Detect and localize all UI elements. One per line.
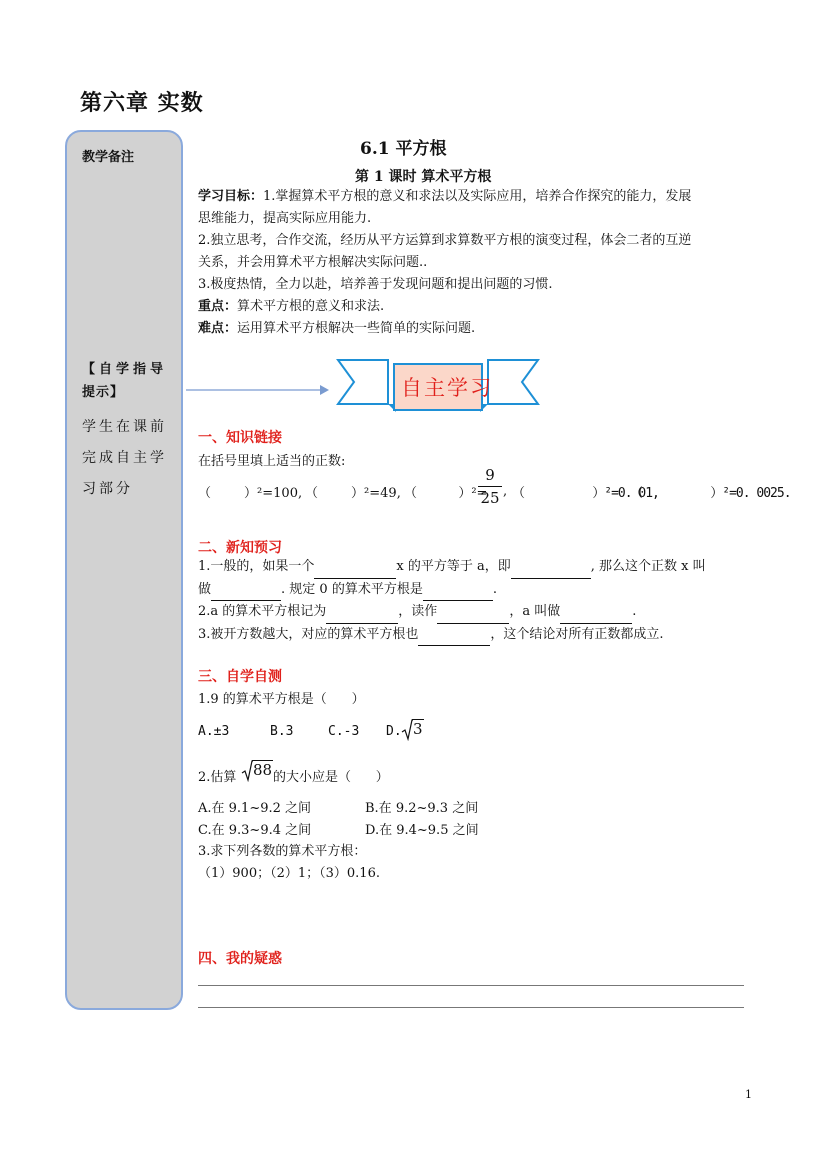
guide-body <box>82 412 176 505</box>
part2-text: 3.被开方数越大，对应的算术平方根也 <box>198 626 419 642</box>
sqrt-radicand: 3 <box>413 720 423 738</box>
fill-blank-4: （ ）²=0. 01, <box>512 486 659 501</box>
objectives-label: 学习目标： <box>198 189 264 204</box>
answer-blank[interactable] <box>511 556 591 579</box>
part2-text: . 规定 0 的算术平方根是 <box>281 581 423 597</box>
answer-line[interactable] <box>198 985 744 986</box>
self-study-guide-heading <box>82 358 174 404</box>
fraction-bar <box>478 486 502 487</box>
part2-text: . <box>492 581 497 597</box>
objectives-line: 关系，并会用算术平方根解决实际问题.. <box>198 255 428 270</box>
part2-text: , 那么这个正数 x 叫 <box>590 559 706 574</box>
q2-option-a: A.在 9.1~9.2 之间 <box>198 801 312 816</box>
fill-blank-3: （ ）²= <box>404 486 488 501</box>
part2-text: x 的平方等于 a，即 <box>396 559 511 574</box>
fill-blank-1: （ ）²=100, <box>198 486 303 501</box>
part2-body <box>198 556 748 646</box>
part2-text: . <box>632 604 637 619</box>
question-3-items: （1）900；（2）1；（3）0.16. <box>198 866 380 881</box>
objectives-line: 1.掌握算术平方根的意义和求法以及实际应用，培养合作探究的能力，发展 <box>263 189 692 204</box>
section-title: 6.1 平方根 <box>360 139 447 159</box>
question-2-prefix: 2.估算 <box>198 770 237 785</box>
question-3: 3.求下列各数的算术平方根： <box>198 844 367 859</box>
fraction-9-25 <box>478 466 502 507</box>
arrow-right-icon <box>186 383 331 397</box>
q1-option-a: A.±3 <box>198 724 230 739</box>
fill-blank-2: （ ）²=49, <box>305 486 401 501</box>
fraction-numerator: 9 <box>485 466 495 484</box>
objectives-line: 3.极度热情，全力以赴，培养善于发现问题和提出问题的习惯. <box>198 277 553 292</box>
guide-heading-line2: 提示】 <box>82 385 125 400</box>
part4-heading: 四、我的疑惑 <box>198 951 282 967</box>
part1-heading: 一、知识链接 <box>198 430 282 446</box>
part1-intro: 在括号里填上适当的正数: <box>198 454 346 469</box>
part2-text: 2.a 的算术平方根记为 <box>198 604 327 619</box>
guide-body-line: 学生在课前 <box>82 419 167 435</box>
guide-body-line: 完成自主学 <box>82 450 167 466</box>
banner-label: 自主学习 <box>401 376 493 400</box>
answer-blank[interactable] <box>423 579 493 602</box>
key-point-label: 重点： <box>198 299 238 314</box>
question-2-suffix: 的大小应是（ ） <box>273 770 389 785</box>
fill-blank-3-tail: , <box>503 484 508 499</box>
sidebar-title: 教学备注 <box>82 150 135 165</box>
q1-option-d: D. <box>386 724 402 739</box>
lesson-title: 第 1 课时 算术平方根 <box>355 169 492 185</box>
chapter-title: 第六章 实数 <box>80 90 204 116</box>
q1-option-c: C.-3 <box>328 724 360 739</box>
part2-text: 做 <box>198 581 212 597</box>
q2-option-d: D.在 9.4~9.5 之间 <box>365 823 479 838</box>
question-1: 1.9 的算术平方根是（ ） <box>198 692 365 707</box>
answer-blank[interactable] <box>418 624 490 647</box>
key-point-text: 算术平方根的意义和求法. <box>237 299 385 314</box>
q1-option-b: B.3 <box>270 724 294 739</box>
part2-text: ，a 叫做 <box>509 604 561 619</box>
answer-blank[interactable] <box>326 601 398 624</box>
q2-option-b: B.在 9.2~9.3 之间 <box>365 801 479 816</box>
difficulty-text: 运用算术平方根解决一些简单的实际问题. <box>237 321 476 336</box>
fraction-denominator: 25 <box>480 489 500 507</box>
difficulty-label: 难点： <box>198 321 238 336</box>
guide-body-line: 习部分 <box>82 481 133 497</box>
q2-option-c: C.在 9.3~9.4 之间 <box>198 823 312 838</box>
objectives-line: 2.独立思考，合作交流，经历从平方运算到求算数平方根的演变过程，体会二者的互逆 <box>198 233 692 248</box>
learning-objectives <box>198 186 748 340</box>
part3-heading: 三、自学自测 <box>198 669 282 685</box>
part2-text: 1.一般的，如果一个 <box>198 559 315 574</box>
page-number: 1 <box>745 1088 752 1101</box>
teaching-notes-sidebar <box>65 130 183 1010</box>
guide-heading-line1: 【自学指导 <box>82 362 168 377</box>
answer-blank[interactable] <box>560 601 632 624</box>
part2-text: ，这个结论对所有正数都成立. <box>490 626 664 642</box>
answer-line[interactable] <box>198 1007 744 1008</box>
objectives-line: 思维能力，提高实际应用能力. <box>198 211 372 226</box>
fill-blank-5: （ ）²=0. 0025. <box>630 486 791 501</box>
part2-heading: 二、新知预习 <box>198 540 282 556</box>
answer-blank[interactable] <box>211 579 281 602</box>
sqrt-radicand: 88 <box>253 761 273 779</box>
answer-blank[interactable] <box>314 556 396 579</box>
answer-blank[interactable] <box>437 601 509 624</box>
part2-text: ，读作 <box>398 604 438 619</box>
